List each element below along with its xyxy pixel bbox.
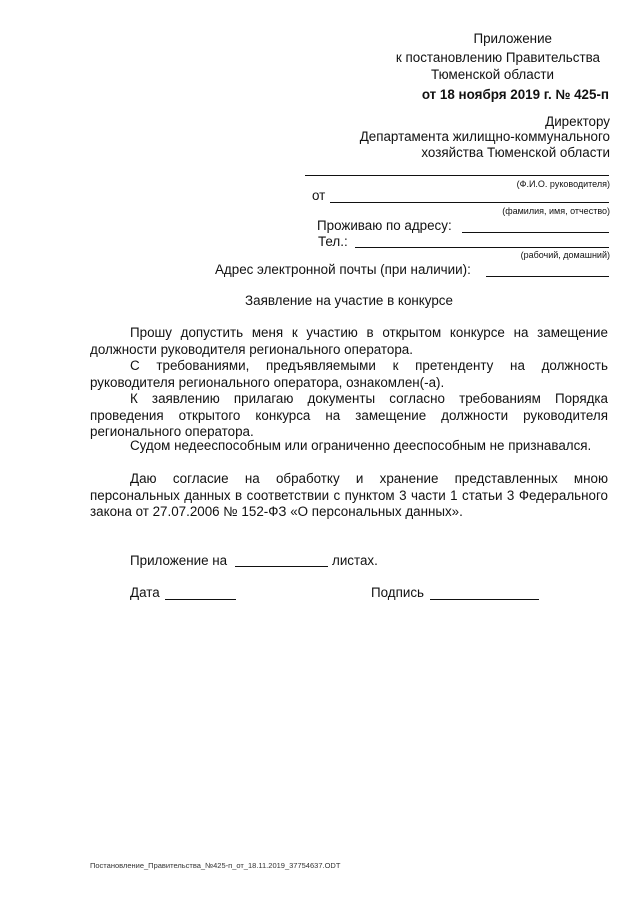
phone-label: Тел.: bbox=[318, 234, 348, 249]
paragraph-1: Прошу допустить меня к участию в открытом конкурсе на замещение должности руководителя регионального оператора. bbox=[90, 325, 608, 357]
addressee-department: Департамента жилищно-коммунального bbox=[359, 129, 610, 144]
addressee-title: Директору bbox=[545, 114, 610, 129]
signature-label: Подпись bbox=[371, 585, 424, 600]
from-label: от bbox=[312, 188, 326, 203]
phone-hint: (рабочий, домашний) bbox=[520, 250, 610, 260]
paragraph-4: Судом недееспособным или ограниченно дееспособным не признавался. bbox=[130, 438, 592, 453]
paragraph-2: С требованиями, предъявляемыми к претенденту на должность руководителя регионального оператора, ознакомлен(-а). bbox=[90, 358, 608, 390]
from-name-hint: (фамилия, имя, отчество) bbox=[502, 206, 610, 216]
date-line[interactable] bbox=[165, 599, 236, 600]
attachment-sheets-label: листах. bbox=[332, 553, 378, 568]
decree-date: от 18 ноября 2019 г. № 425-п bbox=[421, 87, 609, 102]
attachment-pages-line[interactable] bbox=[235, 566, 328, 567]
phone-line[interactable] bbox=[355, 247, 609, 248]
email-label: Адрес электронной почты (при наличии): bbox=[215, 262, 471, 277]
appendix-label: Приложение bbox=[473, 31, 552, 46]
address-label: Проживаю по адресу: bbox=[317, 218, 452, 233]
head-name-line[interactable] bbox=[305, 175, 609, 176]
addressee-department-cont: хозяйства Тюменской области bbox=[421, 145, 610, 160]
file-name-footer: Постановление_Правительства_№425-п_от_18.11.2019_37754637.ODT bbox=[90, 861, 341, 870]
date-label: Дата bbox=[130, 585, 160, 600]
attachment-label: Приложение на bbox=[130, 553, 228, 568]
region-line: Тюменской области bbox=[431, 67, 554, 82]
document-title: Заявление на участие в конкурсе bbox=[245, 293, 453, 308]
address-line[interactable] bbox=[462, 232, 609, 233]
head-name-hint: (Ф.И.О. руководителя) bbox=[516, 179, 610, 189]
paragraph-5: Даю согласие на обработку и хранение представленных мною персональных данных в соответствии с пунктом 3 части 1 статьи 3 Федерального закона от 27.07.2006 № 152-ФЗ «О персональных данных». bbox=[90, 471, 608, 519]
signature-line[interactable] bbox=[430, 599, 539, 600]
email-line[interactable] bbox=[486, 276, 609, 277]
from-name-line[interactable] bbox=[330, 202, 609, 203]
decree-line: к постановлению Правительства bbox=[395, 50, 600, 65]
paragraph-3: К заявлению прилагаю документы согласно требованиям Порядка проведения открытого конкурса на замещение должности руководителя регионального оператора. bbox=[90, 391, 608, 439]
